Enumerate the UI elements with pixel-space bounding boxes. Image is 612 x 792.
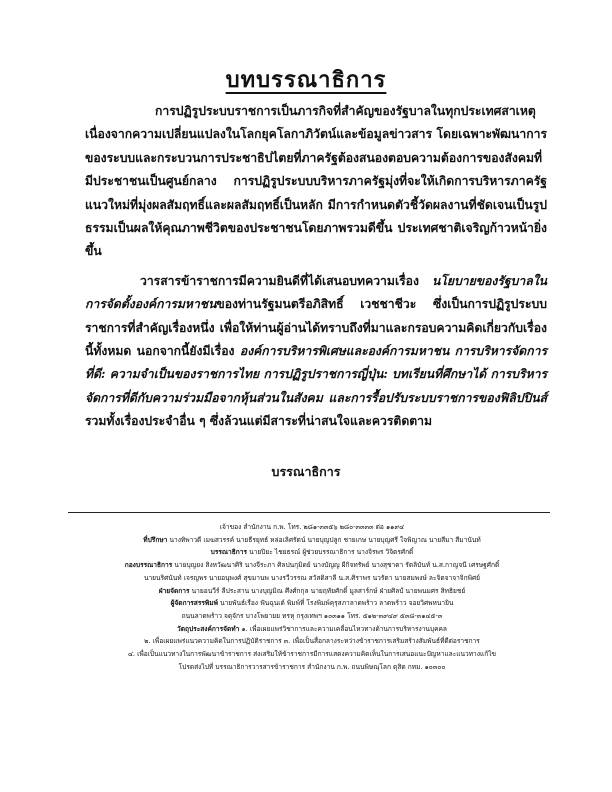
colophon-address: ถนนลาดพร้าว จตุจักร บางโพยายย ทรหุ กรุงเทพฯ ๑๐๓๑๑ โทร. ๕๑๒-๓๙๔๙ ๕๓๘-๓๑๔๕-๓ xyxy=(181,611,443,620)
paragraph1-line: ภาพรวมดีขึ้น ประเทศชาติเจริญก้าวหน้ายิ่งขึ้น xyxy=(85,221,547,259)
page-title: บทบรรณาธิการ xyxy=(225,67,387,93)
colophon-board-2: นายนริศนันท์ เจรญพร นายอนุพงศ์ สุขมานพ นางรวีวรรณ สวัสดิสาลี น.ส.ศิราพร นวรัตา นายสมพงษ์ ละจิตจาจาจิกพิศย์ xyxy=(143,573,481,582)
editor-signature: บรรณาธิการ xyxy=(271,464,341,479)
colophon-contact: โปรดส่งไปที่ บรรณาธิการวารสารข้าราชการ สำนักงาน ก.พ. ถนนพิษณุโลก ดุสิต กทม. ๑๐๓๐๐ xyxy=(178,662,446,671)
paragraph2-mid: ของท่านรัฐมนตรีอภิสิทธิ์ เวชชาชีวะ ซึ่งเป็นการปฏิรูประบบราชการที่สำคัญเรื่องหนึ่ง เพื่อให้ท่านผู้อ่านได้ทราบถึงที่มาและกรอบความคิดเกี่ยวกับเรื่องนี้ทั้งหมด นอกจากนี้ยังมีเรื่อง xyxy=(85,297,547,359)
paragraph2-intro: วารสารข้าราชการมีความยินดีที่ได้เสนอบทความเรื่อง xyxy=(140,273,433,288)
paragraph1-line: ที่จะให้เกิดการบริหารภาครัฐแนวใหม่ที่มุ่งผลสัมฤทธิ์และผลสัมฤทธิ์เป็นหลัก มีการ xyxy=(85,174,547,212)
colophon xyxy=(62,521,562,673)
paragraph1-line: กำหนดตัวชี้วัดผลงานที่ชัดเจนเป็นรูปธรรมเป็นผลให้คุณภาพชีวิตของประชาชนโดย xyxy=(85,197,547,236)
paragraph1-line: พัฒนาการของระบบและกระบวนการประชาธิปไตยที่ภาครัฐต้องสนองตอบความ xyxy=(85,127,547,165)
colophon-objectives-3: ๔. เพื่อเป็นแนวทางในการพัฒนาข้าราชการ ส่งเสริมให้ข้าราชการมีการแสดงความคิดเห็นในการเสนอแนะปัญหาและแนวทางแก้ไข xyxy=(127,650,497,659)
editorial-paragraph-2 xyxy=(85,270,547,434)
article-title-1: นโยบายของรัฐบาลในการจัดตั้งองค์การมหาชน xyxy=(85,273,547,312)
editorial-paragraph-1 xyxy=(85,100,547,264)
paragraph1-line: การปฏิรูประบบราชการเป็นภารกิจที่สำคัญของรัฐบาลในทุกประเทศ xyxy=(155,104,502,118)
paragraph2-end: รวมทั้งเรื่องประจำอื่น ๆ ซึ่งล้วนแต่มีสาระที่น่าสนใจและควรติดตาม xyxy=(85,414,433,429)
colophon-editor: บรรณาธิการ นายปิยะ ไชยธรณ์ ผู้ช่วยบรรณาธิการ นางจิรพร วิจิตรศักดิ์ xyxy=(210,548,414,557)
divider xyxy=(68,512,550,513)
article-titles-list: องค์การบริหารพิเศษและองค์การมหาชน การบริหารจัดการที่ดี: ความจำเป็นของราชการไทย การปฏิรูปราชการญี่ปุ่น: บทเรียนที่ศึกษาได้ การบริหารจัดการที่ดีกับความร่วมมือจากหุ้นส่วนในสังคม และการรื้อปรับระบบราชการของฟิลิปปินส์ xyxy=(85,344,547,405)
colophon-board: กองบรรณาธิการ นายบุญยง สิงหวัฒนาศิริ นางจีระภา ศิลปนกุมิดย์ นางบัญญ ผีกิจทรัพย์ นางสุชาดา รัตลิบันท์ น.ส.กาญจนี เศรษฐศักดิ์ xyxy=(124,561,500,570)
colophon-printer: ผู้จัดการสรรพิมพ์ นายพันธ์เรือง ฟันฉุนเต์ พิมพ์ที่ โรงพิมพ์คุรุสภาลาดพร้าว ลาดพร้าว จอยวิศพหนายิน xyxy=(170,599,454,608)
paragraph1-line: ต้องการของสังคมที่มีประชาชนเป็นศูนย์กลาง การปฏิรูประบบบริหารภาครัฐมุ่ง xyxy=(85,150,543,189)
colophon-objectives: วัตถุประสงค์การจัดทำ ๑. เพื่อเผยแพร่วิชาการและความเคลื่อนไหวทางด้านการบริหารงานบุคคล xyxy=(177,624,447,633)
colophon-objectives-2: ๒. เพื่อเผยแพร่แนวความคิดในการปฏิบัติราชการ ๓. เพื่อเป็นสื่อกลางระหว่างข้าราชการเสริมสร้างสัมพันธ์ที่ดีต่อราชการ xyxy=(144,637,480,646)
colophon-advisors: ที่ปรึกษา นางทิพาวดี เมฆสวรรค์ นายธีรยุทธ์ หล่อเลิศรัตน์ นายบุญปลูก ชายเกษ นายบุญศรี ใจพิญาณ นายสีมา สีมานันท์ xyxy=(143,535,481,544)
colophon-manager: ฝ่ายจัดการ นายอนวีร์ ลีประสาน นางบุญมิณ ศึงศ์กกุล นายฤทัยศักดิ์ มูลสาร์กษ์ ฝ่ายศิลป์ นายพนมศร สิทธิยชย์ xyxy=(158,586,466,595)
editorial-body xyxy=(85,100,547,434)
paragraph1-line: สาเหตุเนื่องจากความเปลี่ยนแปลงในโลกยุคโลกาภิวัตน์และข้อมูลข่าวสาร โดยเฉพาะ xyxy=(85,104,536,142)
colophon-owner: เจ้าของ สำนักงาน ก.พ. โทร. ๒๘๑-๓๓๕๖ ๒๘๐-๓๓๓๓ ต่อ ๑๑๙๔ xyxy=(219,523,405,531)
